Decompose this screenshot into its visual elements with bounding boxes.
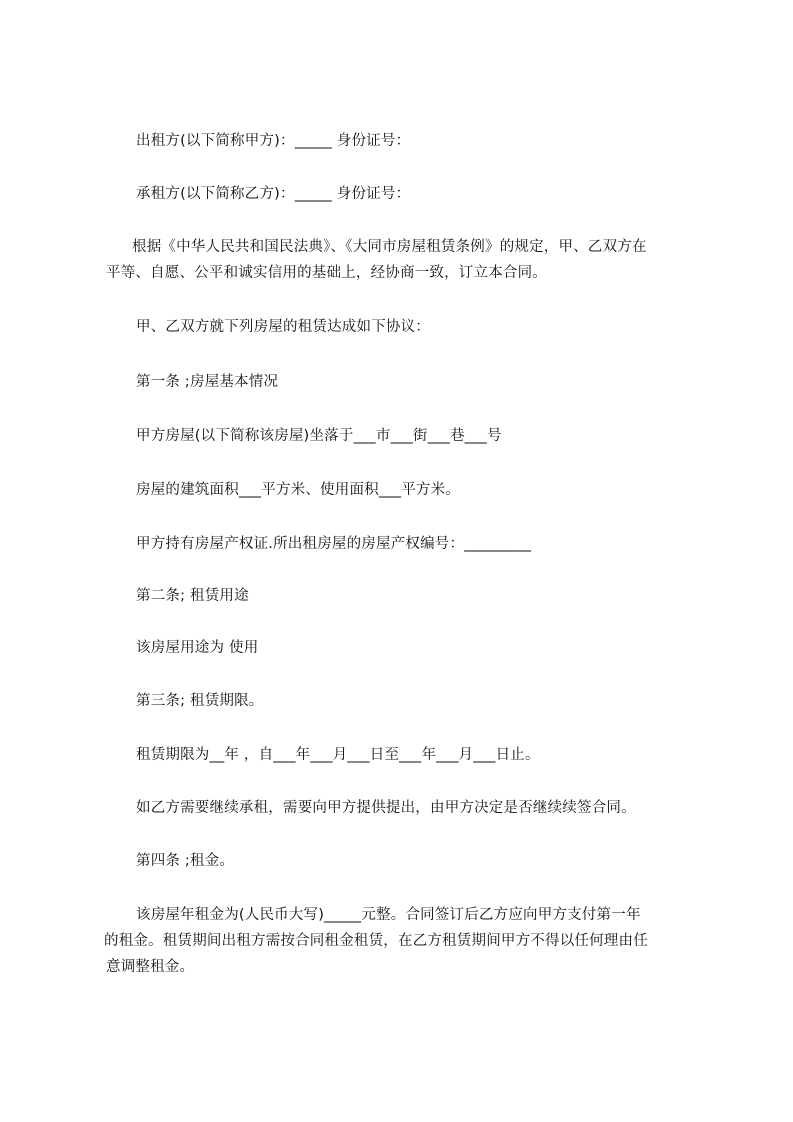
preamble-line: 根据《中华人民共和国民法典》、《大同市房屋租赁条例》的规定，甲、乙双方在	[132, 239, 647, 255]
agreement-intro: 甲、乙双方就下列房屋的租赁达成如下协议：	[136, 319, 430, 335]
rent-paragraph	[104, 902, 648, 980]
lessor-line: 出租方(以下简称甲方)：_____ 身份证号：	[136, 133, 411, 149]
house-location: 甲方房屋(以下简称该房屋)坐落于___市___街___巷___号	[136, 428, 502, 444]
article1-heading: 第一条 ;房屋基本情况	[136, 374, 279, 390]
article4-heading: 第四条 ;租金。	[136, 853, 235, 869]
article2-heading: 第二条; 租赁用途	[136, 588, 249, 604]
lessee-line: 承租方(以下简称乙方)：_____ 身份证号：	[136, 186, 411, 202]
renewal-clause: 如乙方需要继续承租，需要向甲方提供提出，由甲方决定是否继续续签合同。	[136, 800, 636, 816]
lease-term: 租赁期限为__年 ，自___年___月___日至___年___月___日止。	[136, 747, 540, 763]
preamble-paragraph	[106, 234, 647, 286]
rent-line: 该房屋年租金为(人民币大写)_____元整。合同签订后乙方应向甲方支付第一年	[136, 907, 641, 923]
house-usage: 该房屋用途为 使用	[136, 640, 259, 656]
preamble-line: 平等、自愿、公平和诚实信用的基础上，经协商一致，订立本合同。	[106, 265, 547, 281]
rent-line: 意调整租金。	[106, 959, 195, 975]
article3-heading: 第三条; 租赁期限。	[136, 693, 264, 709]
house-area: 房屋的建筑面积___平方米、使用面积___平方米。	[136, 482, 460, 498]
property-certificate: 甲方持有房屋产权证.所出租房屋的房屋产权编号：_________	[136, 536, 532, 552]
rent-line: 的租金。租赁期间出租方需按合同租金租赁，在乙方租赁期间甲方不得以任何理由任	[104, 933, 648, 949]
